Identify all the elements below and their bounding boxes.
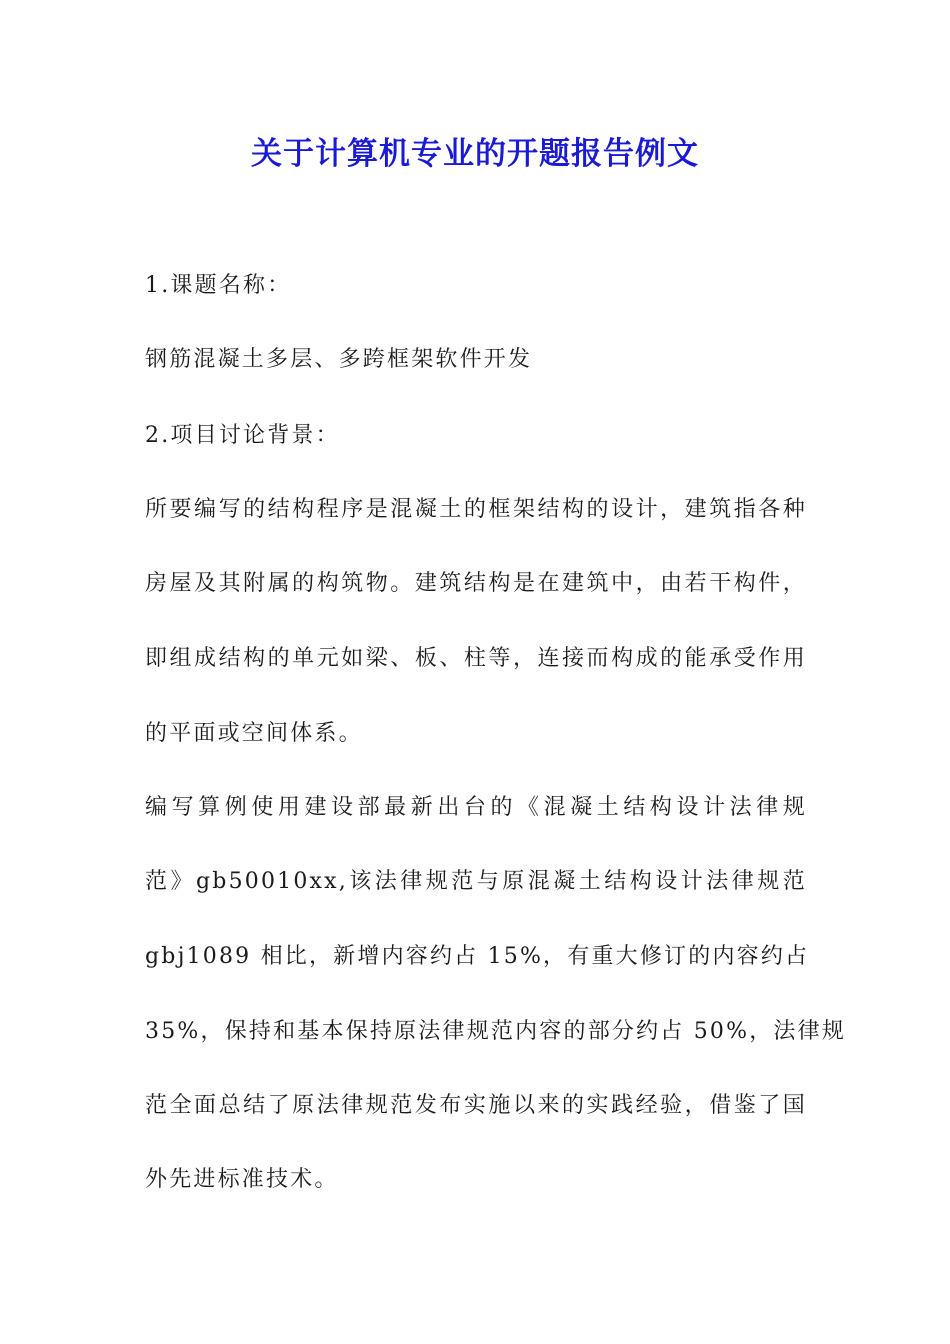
paragraph-line: 范全面总结了原法律规范发布实施以来的实践经验，借鉴了国 <box>145 1093 807 1118</box>
paragraph-line: gbj1089 相比，新增内容约占 15%，有重大修订的内容约占 <box>145 944 810 969</box>
paragraph-line: 即组成结构的单元如梁、板、柱等，连接而构成的能承受作用 <box>145 646 807 671</box>
paragraph-line: 范》gb50010xx,该法律规范与原混凝土结构设计法律规范 <box>145 869 807 894</box>
section-heading-1: 1.课题名称： <box>145 273 292 298</box>
paragraph-line: 钢筋混凝土多层、多跨框架软件开发 <box>145 347 533 372</box>
paragraph-line: 的平面或空间体系。 <box>145 721 363 746</box>
paragraph-line: 35%，保持和基本保持原法律规范内容的部分约占 50%，法律规 <box>145 1019 846 1044</box>
paragraph-line: 房屋及其附属的构筑物。建筑结构是在建筑中，由若干构件， <box>145 571 807 596</box>
document-title: 关于计算机专业的开题报告例文 <box>251 136 699 172</box>
paragraph-line: 编写算例使用建设部最新出台的《混凝土结构设计法律规 <box>145 795 807 820</box>
section-heading-2: 2.项目讨论背景： <box>145 423 340 448</box>
paragraph-line: 所要编写的结构程序是混凝土的框架结构的设计，建筑指各种 <box>145 497 807 522</box>
paragraph-line: 外先进标准技术。 <box>145 1167 339 1192</box>
